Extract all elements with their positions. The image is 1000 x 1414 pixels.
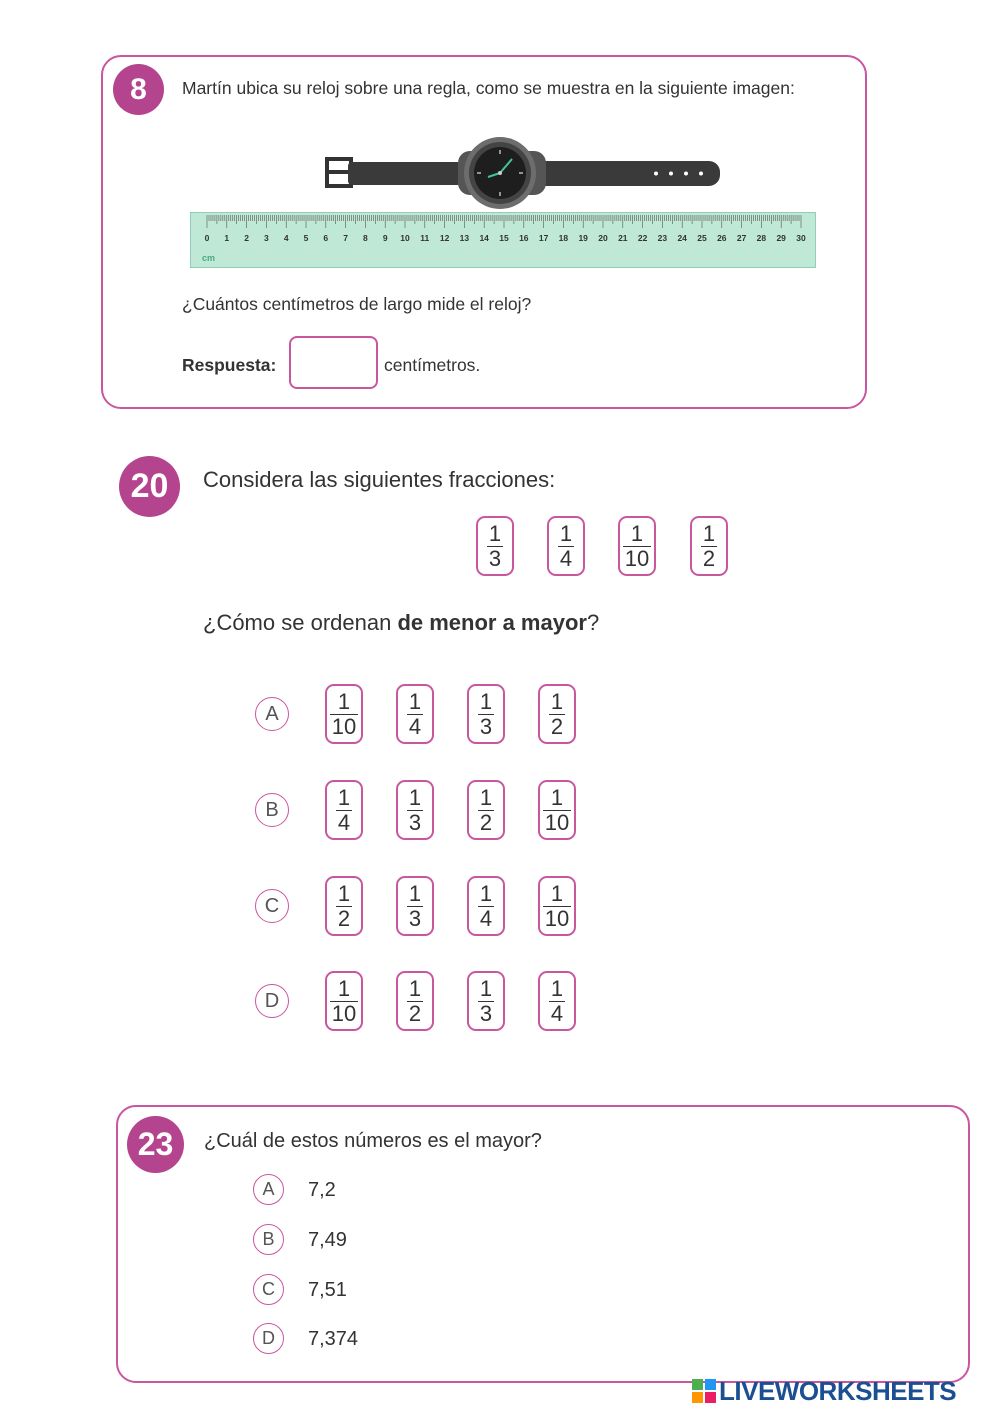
option-b-radio[interactable]: B: [255, 793, 289, 827]
ruler-label: 12: [439, 233, 450, 243]
ruler-label: 9: [382, 233, 388, 243]
numerator: 1: [408, 784, 422, 810]
numerator: 1: [702, 520, 716, 546]
ruler-label: 2: [244, 233, 249, 243]
option-fraction-card: [325, 780, 363, 840]
denominator: 4: [337, 809, 351, 835]
liveworksheets-logo-text: LIVEWORKSHEETS: [719, 1375, 957, 1406]
option-fraction-card: [467, 684, 505, 744]
denominator: 2: [408, 1000, 422, 1026]
option-a-radio[interactable]: A: [253, 1174, 284, 1205]
numerator: 1: [488, 520, 502, 546]
denominator: 2: [479, 809, 493, 835]
ruler-label: 8: [363, 233, 368, 243]
numerator: 1: [408, 688, 422, 714]
question-8-prompt: Martín ubica su reloj sobre una regla, como se muestra en la siguiente imagen:: [182, 78, 795, 98]
ruler-label: 26: [717, 233, 727, 243]
option-fraction-card: [538, 684, 576, 744]
numerator: 1: [550, 784, 564, 810]
question-23-badge: 23: [127, 1116, 184, 1173]
denominator: 4: [408, 713, 422, 739]
option-c-radio[interactable]: C: [255, 889, 289, 923]
numerator: 1: [479, 688, 493, 714]
numerator: 1: [479, 880, 493, 906]
ruler-label: 18: [558, 233, 569, 243]
option-fraction-card: [538, 971, 576, 1031]
question-20-question-start: ¿Cómo se ordenan: [203, 610, 398, 635]
question-23-prompt: ¿Cuál de estos números es el mayor?: [204, 1130, 542, 1152]
numerator: 1: [559, 520, 573, 546]
denominator: 10: [544, 905, 570, 931]
denominator: 4: [479, 905, 493, 931]
denominator: 2: [550, 713, 564, 739]
ruler-label: 10: [400, 233, 410, 243]
ruler-label: 20: [598, 233, 608, 243]
numerator: 1: [479, 784, 493, 810]
ruler-unit-label: cm: [202, 253, 216, 263]
numerator: 1: [337, 880, 351, 906]
option-b-radio[interactable]: B: [253, 1224, 284, 1255]
ruler-label: 1: [224, 233, 230, 243]
ruler: [190, 212, 816, 268]
ruler-label: 13: [459, 233, 470, 243]
option-fraction-card: [396, 684, 434, 744]
option-fraction-card: [467, 780, 505, 840]
liveworksheets-logo: [692, 1376, 956, 1406]
numerator: 1: [408, 880, 422, 906]
option-fraction-card: [538, 780, 576, 840]
option-fraction-card: [538, 876, 576, 936]
option-fraction-card: [467, 971, 505, 1031]
ruler-label: 19: [578, 233, 588, 243]
denominator: 3: [479, 713, 493, 739]
given-fraction-card: [618, 516, 656, 576]
numerator: 1: [337, 688, 351, 714]
ruler-label: 24: [677, 233, 687, 243]
ruler-label: 16: [519, 233, 529, 243]
denominator: 10: [331, 713, 357, 739]
question-20-question: [203, 610, 599, 636]
option-value: 7,2: [308, 1179, 336, 1201]
option-d-radio[interactable]: D: [253, 1323, 284, 1354]
answer-input-box[interactable]: [289, 336, 378, 389]
ruler-label: 17: [538, 233, 549, 243]
liveworksheets-logo-icon: [692, 1379, 716, 1403]
option-value: 7,51: [308, 1279, 347, 1301]
question-20-prompt: Considera las siguientes fracciones:: [203, 467, 556, 492]
denominator: 2: [702, 545, 716, 571]
denominator: 2: [337, 905, 351, 931]
question-20-question-end: ?: [586, 610, 600, 635]
option-value: 7,49: [308, 1229, 347, 1251]
option-fraction-card: [396, 971, 434, 1031]
ruler-label: 3: [264, 233, 269, 243]
answer-unit: centímetros.: [384, 355, 481, 375]
ruler-label: 15: [499, 233, 509, 243]
ruler-label: 5: [303, 233, 309, 243]
numerator: 1: [337, 975, 351, 1001]
option-fraction-card: [325, 971, 363, 1031]
denominator: 10: [331, 1000, 357, 1026]
ruler-label: 27: [736, 233, 747, 243]
ruler-label: 23: [657, 233, 668, 243]
given-fraction-card: [476, 516, 514, 576]
option-c-radio[interactable]: C: [253, 1274, 284, 1305]
numerator: 1: [408, 975, 422, 1001]
ruler-label: 14: [479, 233, 489, 243]
numerator: 1: [337, 784, 351, 810]
option-fraction-card: [396, 876, 434, 936]
ruler-label: 6: [323, 233, 329, 243]
ruler-label: 30: [796, 233, 806, 243]
question-8-question: ¿Cuántos centímetros de largo mide el reloj?: [182, 294, 532, 314]
ruler-label: 4: [283, 233, 289, 243]
numerator: 1: [479, 975, 493, 1001]
option-fraction-card: [396, 780, 434, 840]
ruler-label: 25: [697, 233, 707, 243]
ruler-label: 29: [776, 233, 786, 243]
denominator: 3: [479, 1000, 493, 1026]
denominator: 4: [550, 1000, 564, 1026]
numerator: 1: [550, 688, 564, 714]
question-20-badge: 20: [119, 456, 180, 517]
denominator: 3: [488, 545, 502, 571]
option-fraction-card: [325, 684, 363, 744]
denominator: 3: [408, 809, 422, 835]
question-8-badge: 8: [113, 64, 164, 115]
option-value: 7,374: [308, 1328, 359, 1350]
denominator: 3: [408, 905, 422, 931]
denominator: 4: [559, 545, 573, 571]
option-d-radio[interactable]: D: [255, 984, 289, 1018]
denominator: 10: [624, 545, 650, 571]
numerator: 1: [550, 880, 564, 906]
ruler-label: 22: [637, 233, 648, 243]
given-fraction-card: [690, 516, 728, 576]
given-fraction-card: [547, 516, 585, 576]
option-fraction-card: [325, 876, 363, 936]
numerator: 1: [550, 975, 564, 1001]
ruler-label: 0: [204, 233, 210, 243]
ruler-label: 28: [756, 233, 767, 243]
question-20-question-emphasis: de menor a mayor: [397, 610, 587, 635]
denominator: 10: [544, 809, 570, 835]
numerator: 1: [630, 520, 644, 546]
watch-illustration: [320, 135, 730, 211]
ruler-label: 7: [343, 233, 348, 243]
option-a-radio[interactable]: A: [255, 697, 289, 731]
ruler-label: 21: [618, 233, 628, 243]
answer-label: Respuesta:: [182, 355, 277, 375]
option-fraction-card: [467, 876, 505, 936]
ruler-label: 11: [420, 233, 430, 243]
